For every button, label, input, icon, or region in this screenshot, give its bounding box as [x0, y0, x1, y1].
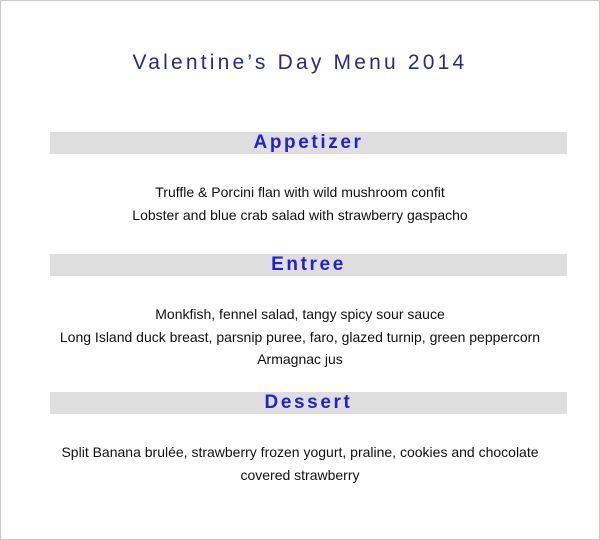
section-heading-appetizer: Appetizer — [253, 132, 364, 153]
section-band-appetizer — [50, 132, 567, 154]
section-items-appetizer — [1, 181, 599, 226]
section-heading-entree: Entree — [271, 254, 346, 275]
menu-item: Split Banana brulée, strawberry frozen yogurt, praline, cookies and chocolate — [61, 444, 539, 460]
menu-item: Lobster and blue crab salad with strawberry gaspacho — [132, 206, 468, 223]
menu-item: Monkfish, fennel salad, tangy spicy sour sauce — [155, 306, 445, 322]
section-heading-dessert: Dessert — [264, 392, 353, 413]
section-items-dessert — [1, 441, 599, 486]
menu-title: Valentine’s Day Menu 2014 — [132, 51, 468, 74]
menu-item: Armagnac jus — [257, 351, 343, 367]
menu-item: covered strawberry — [240, 466, 360, 483]
menu-item: Truffle & Porcini flan with wild mushroom confit — [155, 184, 445, 200]
menu-item: Long Island duck breast, parsnip puree, faro, glazed turnip, green peppercorn — [59, 328, 541, 345]
section-items-entree — [1, 303, 599, 371]
section-band-entree — [50, 254, 567, 276]
section-band-dessert — [50, 392, 567, 414]
